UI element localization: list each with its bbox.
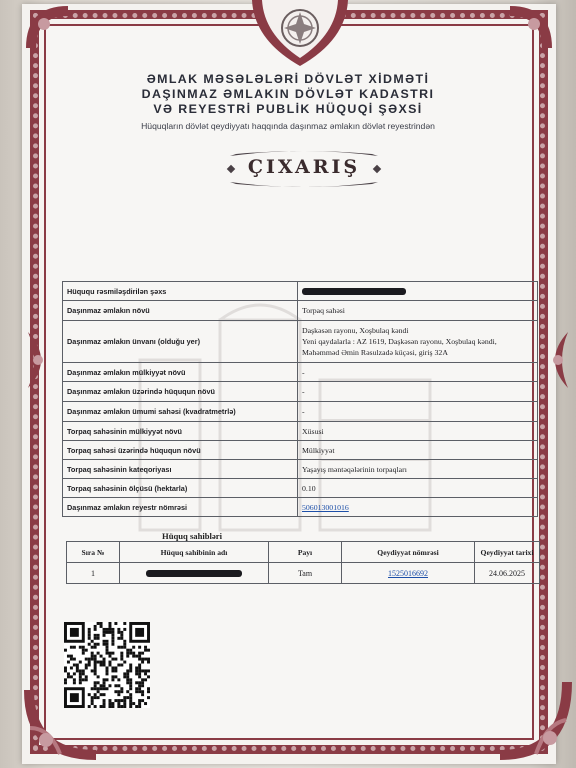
info-value-address [298, 321, 538, 363]
info-key: Torpaq sahəsinin mülkiyyət növü [63, 422, 298, 441]
column-header: Payı [269, 542, 342, 563]
info-key: Daşınmaz əmlakın ümumi sahəsi (kvadratmetrlə) [63, 402, 298, 422]
owners-header-row [67, 542, 540, 563]
owner-name [120, 563, 269, 584]
column-header: Qeydiyyat nömrəsi [342, 542, 475, 563]
property-info-table [62, 281, 538, 517]
redacted-name [302, 288, 406, 295]
info-value: - [298, 382, 538, 402]
side-ornament-icon [26, 328, 56, 392]
header-line-1: ƏMLAK MƏSƏLƏLƏRİ DÖVLƏT XİDMƏTİ [146, 72, 430, 86]
owner-registration-date: 24.06.2025 [475, 563, 540, 584]
info-row [63, 402, 538, 422]
registration-number-link[interactable]: 1525016692 [388, 568, 428, 578]
owners-section-title: Hüquq sahibləri [162, 531, 222, 541]
info-row [63, 382, 538, 402]
info-key: Torpaq sahəsinin kateqoriyası [63, 460, 298, 479]
info-key: Daşınmaz əmlakın üzərində hüququn növü [63, 382, 298, 402]
owner-share: Tam [269, 563, 342, 584]
info-value: 0.10 [298, 479, 538, 498]
info-value: - [298, 402, 538, 422]
title-banner [226, 148, 382, 190]
registry-number-link[interactable]: 506013001016 [302, 502, 349, 512]
column-header: Hüquq sahibinin adı [120, 542, 269, 563]
info-row [63, 321, 538, 363]
address-line: Daşkəsən rayonu, Xoşbulaq kəndi [302, 326, 409, 335]
info-value: - [298, 363, 538, 382]
side-ornament-icon [540, 328, 570, 392]
info-key: Daşınmaz əmlakın mülkiyyət növü [63, 363, 298, 382]
owner-number: 1 [67, 563, 120, 584]
address-line: Yeni qaydalarla : AZ 1619, Daşkəsən rayonu, Xoşbulaq kəndi, [302, 337, 497, 346]
header-line-3: VƏ REYESTRİ PUBLİK HÜQUQİ ŞƏXSİ [153, 102, 423, 116]
info-row [63, 441, 538, 460]
header-line-2: DAŞINMAZ ƏMLAKIN DÖVLƏT KADASTRI [141, 87, 435, 101]
info-value: Torpaq sahəsi [298, 301, 538, 321]
info-row [63, 282, 538, 301]
column-header: Sıra № [67, 542, 120, 563]
info-row [63, 422, 538, 441]
info-row [63, 498, 538, 517]
info-row [63, 460, 538, 479]
subheader: Hüquqların dövlət qeydiyyatı haqqında daşınmaz əmlakın dövlət reyestrindən [141, 121, 435, 131]
state-emblem-icon [248, 0, 352, 68]
info-value: Mülkiyyət [298, 441, 538, 460]
corner-ornament-icon [24, 4, 70, 50]
info-key: Torpaq sahəsinin ölçüsü (hektarla) [63, 479, 298, 498]
owner-registration-number [342, 563, 475, 584]
corner-ornament-icon [496, 680, 576, 764]
info-row [63, 479, 538, 498]
info-value: Yaşayış məntəqələrinin torpaqları [298, 460, 538, 479]
info-row [63, 301, 538, 321]
address-line: Məhəmməd Əmin Rəsulzadə küçəsi, giriş 32A [302, 348, 448, 357]
column-header: Qeydiyyat tarixi [475, 542, 540, 563]
info-key: Torpaq sahəsi üzərində hüququn növü [63, 441, 298, 460]
info-row [63, 363, 538, 382]
qr-code-icon[interactable] [64, 622, 150, 708]
document-title: ÇIXARIŞ [247, 156, 361, 178]
redacted-name [146, 570, 242, 577]
info-value: Xüsusi [298, 422, 538, 441]
info-value [298, 282, 538, 301]
info-key: Daşınmaz əmlakın növü [63, 301, 298, 321]
owners-table [66, 541, 540, 584]
corner-ornament-icon [508, 4, 554, 50]
info-key: Hüququ rəsmiləşdirilən şəxs [63, 282, 298, 301]
table-row [67, 563, 540, 584]
info-key: Daşınmaz əmlakın ünvanı (olduğu yer) [63, 321, 298, 363]
info-value [298, 498, 538, 517]
info-key: Daşınmaz əmlakın reyestr nömrəsi [63, 498, 298, 517]
